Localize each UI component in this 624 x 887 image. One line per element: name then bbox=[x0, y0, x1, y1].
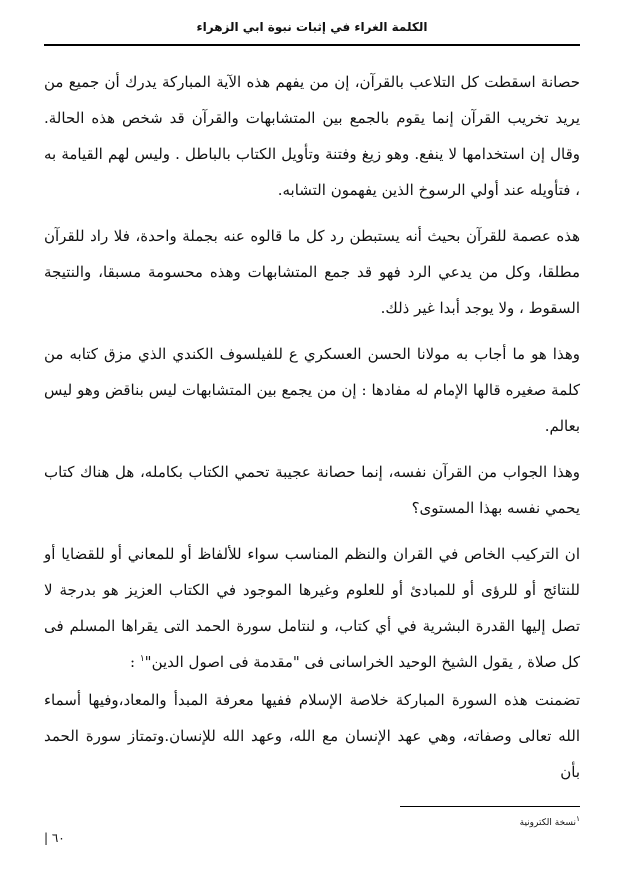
footnote-marker: ١ bbox=[575, 814, 580, 823]
paragraph-5-colon: : bbox=[129, 653, 136, 671]
footnote bbox=[280, 814, 580, 828]
header-rule bbox=[44, 44, 580, 46]
body-text bbox=[44, 64, 580, 800]
paragraph-1: حصانة اسقطت كل التلاعب بالقرآن، إن من يفهم هذه الآية المباركة يدرك أن جميع من يريد تخريب القرآن إنما يقوم بالجمع بين المتشابهات والقرآن قد شخص هذه الحالة. وقال إن استخدامها لا ينفع. وهو زيغ وفتنة وتأويل الكتاب بالباطل . وليس لهم القيامة به ، فتأويله عند أولي الرسوخ الذين يفهمون التشابه. bbox=[44, 73, 580, 199]
paragraph-3: وهذا هو ما أجاب به مولانا الحسن العسكري ع للفيلسوف الكندي الذي مزق كتابه من كلمة صغيره قالها الإمام له مفادها : إن من يجمع بين المتشابهات ليس بناقض وهو ليس بعالم. bbox=[44, 345, 580, 435]
paragraph-5-text: ان التركيب الخاص في القران والنظم المناسب سواء للألفاظ أو للمعاني أو للقضايا أو للنتائج أو للرؤى أو للمبادئ أو للعلوم وغيرها الموجود في الكتاب العزيز هو بدرجة لا تصل إليها القدرة البشرية في أي كتاب، و لنتامل سورة الحمد التى يقراها المسلم فى كل صلاة , يقول الشيخ الوحيد الخراسانى فى "مقدمة فى اصول الدين" bbox=[44, 545, 580, 671]
page-number: ٦٠ | bbox=[44, 831, 65, 845]
footnote-rule bbox=[400, 806, 580, 807]
paragraph-6: تضمنت هذه السورة المباركة خلاصة الإسلام ففيها معرفة المبدأ والمعاد،وفيها أسماء الله تعالى وصفاته، وهي عهد الإنسان مع الله، وعهد الله للإنسان.وتمتاز سورة الحمد بأن bbox=[44, 691, 580, 781]
footnote-reference[interactable]: ١ bbox=[139, 654, 145, 664]
paragraph-4: وهذا الجواب من القرآن نفسه، إنما حصانة عجيبة تحمي الكتاب بكامله، هل هناك كتاب يحمي نفسه بهذا المستوى؟ bbox=[44, 463, 580, 517]
running-header: الكلمة الغراء في إثبات نبوة ابي الزهراء bbox=[196, 20, 428, 34]
paragraph-5 bbox=[44, 536, 580, 680]
paragraph-2: هذه عصمة للقرآن بحيث أنه يستبطن رد كل ما قالوه عنه بجملة واحدة، فلا راد للقرآن مطلقا، وكل من يدعي الرد فهو قد جمع المتشابهات وهذه محسومة مسبقا، والنتيجة السقوط ، ولا يوجد أبدا غير ذلك. bbox=[44, 227, 580, 317]
footnote-text: نسخة الكترونية bbox=[519, 818, 576, 828]
